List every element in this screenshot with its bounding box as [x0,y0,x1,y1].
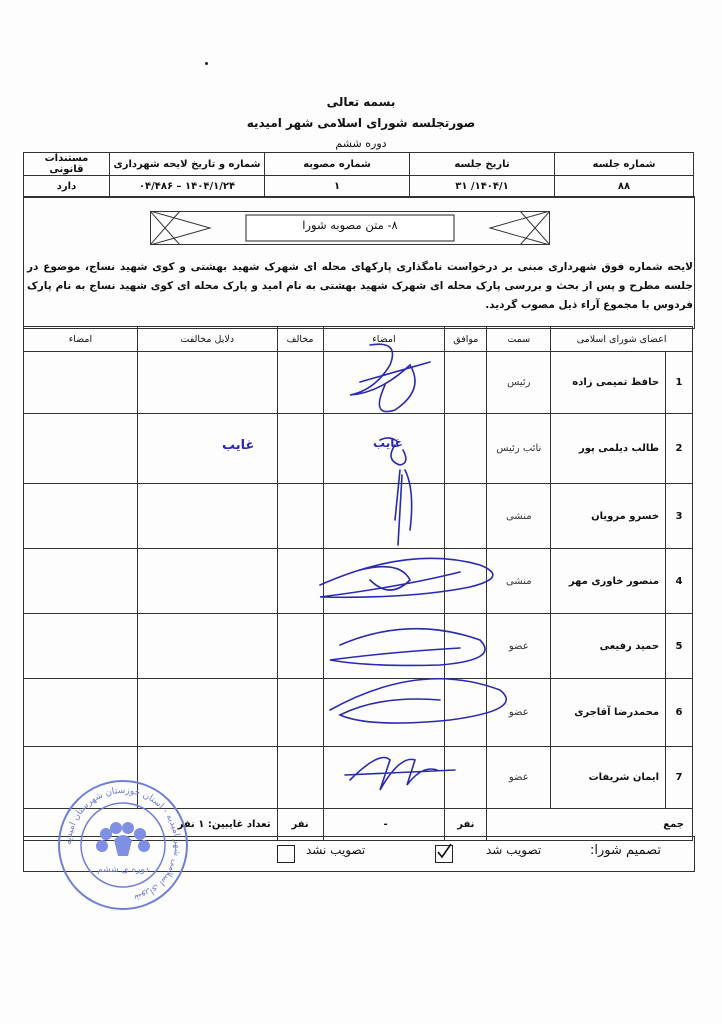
stamp-ring-text: شورای اسلامی شهر امیدیه - استان خوزستان شهرستان امیدیه [63,785,183,903]
rejected-checkbox[interactable] [277,843,295,863]
total-label: جمع [487,809,693,841]
session-date-label: تاریخ جلسه [410,153,555,176]
member-role: منشی [487,549,551,614]
resolution-text: لایحه شماره فوق شهرداری مبنی بر درخواست نامگذاری پارکهای محله ای شهرک شهید بهشتی و کوی شهید نساج، موضوع در جلسه مطرح و پس از بحث و بررسی پارک محله ای شهرک شهید بهشتی به نام امید و پارک محله ای کوی شهید نساج به نام پارک فردوس با مجموع آراء ذیل مصوب گردید. [27,261,693,311]
stamp-period: دوره ی ششم [97,865,149,875]
member-role: عضو [487,679,551,747]
header-disagree: مخالف [277,327,323,352]
document-title: صورتجلسه شورای اسلامی شهر امیدیه [246,116,476,130]
row-number: 2 [666,414,693,484]
member-name: خسرو مرویان [551,484,666,549]
bismillah: بسمه تعالی [326,95,396,109]
table-row [24,484,693,549]
absent-count: تعداد غایبین: ۱ نفر [24,809,278,841]
scan-dot [205,62,208,65]
approved-label: تصویب شد [486,843,542,857]
header-signature-2: امضاء [24,327,138,352]
member-role: منشی [487,484,551,549]
decision-label: تصمیم شورا: [590,843,661,858]
approved-checkbox[interactable] [435,843,453,863]
row-number: 5 [666,614,693,679]
member-name: ایمان شریفات [551,747,666,809]
rejected-label: تصویب نشد [306,843,366,857]
period-label: دوره ششم [335,137,387,150]
members-table [23,326,693,841]
member-name: حافظ تمیمی زاده [551,352,666,414]
member-role: عضو [487,747,551,809]
section-title: ۸- متن مصوبه شورا [302,218,398,232]
table-row [24,747,693,809]
resolution-no: ۱ [265,176,410,198]
absent-mark-reason: غایب [222,438,255,453]
row-number: 3 [666,484,693,549]
resolution-no-label: شماره مصوبه [265,153,410,176]
table-row [24,414,693,484]
meta-table [23,152,694,198]
member-role: عضو [487,614,551,679]
absent-mark-signature: غایب [373,436,403,450]
member-name: منصور خاوری مهر [551,549,666,614]
member-name: حمید رفیعی [551,614,666,679]
header-signature: امضاء [323,327,445,352]
table-row [24,679,693,747]
row-number: 6 [666,679,693,747]
bill-value: ۱۴۰۴/۱/۲۴ – ۰۴/۴۸۶ [110,176,265,198]
session-date: ۱۴۰۴/۱/ ۳۱ [410,176,555,198]
row-number: 1 [666,352,693,414]
member-name: محمدرضا آقاجری [551,679,666,747]
check-icon [436,843,452,859]
disagree-unit: نفر [277,809,323,841]
header-members: اعضای شورای اسلامی [551,327,693,352]
row-number: 7 [666,747,693,809]
member-role: نائب رئیس [487,414,551,484]
session-no: ۸۸ [555,176,694,198]
legal-value: دارد [24,176,110,198]
disagree-dash: - [323,809,445,841]
session-no-label: شماره جلسه [555,153,694,176]
table-row [24,614,693,679]
legal-label: مستندات قانونی [24,153,110,176]
member-role: رئیس [487,352,551,414]
row-number: 4 [666,549,693,614]
header-role: سمت [487,327,551,352]
agree-unit: نفر [445,809,487,841]
header-reasons: دلایل مخالفت [137,327,277,352]
table-row [24,549,693,614]
bill-label: شماره و تاریخ لایحه شهرداری [110,153,265,176]
table-row [24,352,693,414]
header-agree: موافق [445,327,487,352]
member-name: طالب دیلمی پور [551,414,666,484]
